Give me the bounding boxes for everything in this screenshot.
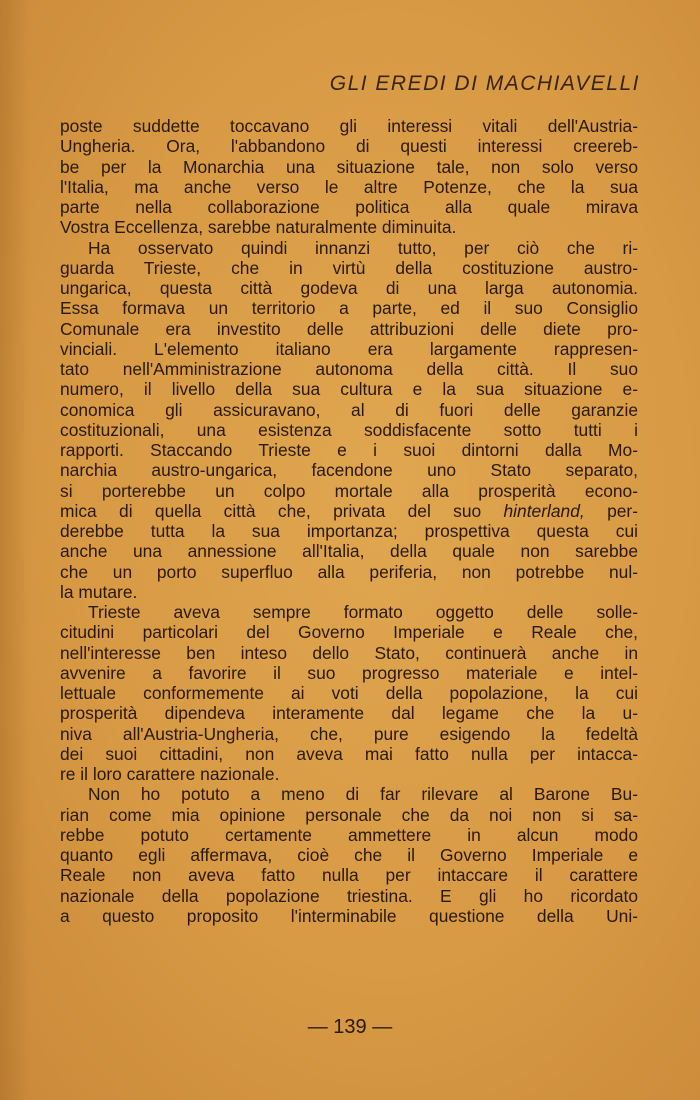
text-line: niva all'Austria-Ungheria, che, pure esigendo la fedeltà <box>60 723 638 744</box>
text-line: guarda Trieste, che in virtù della costituzione austro- <box>60 257 638 278</box>
page-edge-shadow <box>0 0 30 1100</box>
text-line: tato nell'Amministrazione autonoma della città. Il suo <box>60 359 638 379</box>
text-line: prosperità dipendeva interamente dal legame che la u- <box>60 703 638 724</box>
text-line: Non ho potuto a meno di far rilevare al Barone Bu- <box>88 784 638 805</box>
body-text <box>60 116 638 926</box>
text-line: l'Italia, ma anche verso le altre Potenze, che la sua <box>60 176 638 197</box>
text-line: dei suoi cittadini, non aveva mai fatto nulla per intacca- <box>60 743 638 764</box>
text-line: nazionale della popolazione triestina. E gli ho ricordato <box>60 885 638 906</box>
text-line: che un porto superfluo alla periferia, non potrebbe nul- <box>60 561 638 582</box>
text-line: Comunale era investito delle attribuzioni delle diete pro- <box>60 318 638 339</box>
text-line: rapporti. Staccando Trieste e i suoi dintorni dalla Mo- <box>60 440 638 460</box>
text-line: derebbe tutta la sua importanza; prospettiva questa cui <box>60 521 638 541</box>
text-line: nell'interesse ben inteso dello Stato, continuerà anche in <box>60 642 638 663</box>
text-line: a questo proposito l'interminabile questione della Uni- <box>60 905 638 926</box>
text-line: rian come mia opinione personale che da noi non si sa- <box>60 804 638 825</box>
text-line: parte nella collaborazione politica alla quale mirava <box>60 197 638 217</box>
text-line: be per la Monarchia una situazione tale, non solo verso <box>60 156 638 177</box>
text-segment: per- <box>584 500 638 521</box>
running-title: GLI EREDI DI MACHIAVELLI <box>329 72 640 95</box>
text-line: vinciali. L'elemento italiano era largamente rappresen- <box>60 338 638 359</box>
text-line: narchia austro-ungarica, facendone uno Stato separato, <box>60 460 638 481</box>
text-line: re il loro carattere nazionale. <box>60 764 280 784</box>
text-line: costituzionali, una esistenza soddisfacente sotto tutti i <box>60 419 638 440</box>
text-line: Ha osservato quindi innanzi tutto, per ciò che ri- <box>88 237 638 258</box>
text-line: Ungheria. Ora, l'abbandono di questi interessi creereb- <box>60 136 638 157</box>
text-line: rebbe potuto certamente ammettere in alcun modo <box>60 824 638 845</box>
text-line: poste suddette toccavano gli interessi vitali dell'Austria- <box>60 116 638 136</box>
text-line-mixed <box>60 501 638 521</box>
italic-term: hinterland, <box>503 500 585 521</box>
text-line: anche una annessione all'Italia, della quale non sarebbe <box>60 541 638 562</box>
text-line: ungarica, questa città godeva di una larga autonomia. <box>60 278 638 298</box>
text-line: si porterebbe un colpo mortale alla prosperità econo- <box>60 480 638 501</box>
text-line: Vostra Eccellenza, sarebbe naturalmente diminuita. <box>60 217 457 238</box>
text-line: Essa formava un territorio a parte, ed il suo Consiglio <box>60 298 638 319</box>
text-line: la mutare. <box>60 581 138 602</box>
text-line: Reale non aveva fatto nulla per intaccare il carattere <box>60 865 638 886</box>
text-line: numero, il livello della sua cultura e la sua situazione e- <box>60 379 638 400</box>
text-line: lettuale conformemente ai voti della popolazione, la cui <box>60 683 638 703</box>
text-line: quanto egli affermava, cioè che il Governo Imperiale e <box>60 845 638 865</box>
text-line: avvenire a favorire il suo progresso materiale e intel- <box>60 662 638 683</box>
text-line: citudini particolari del Governo Imperiale e Reale che, <box>60 622 638 643</box>
text-line: Trieste aveva sempre formato oggetto delle solle- <box>88 602 638 622</box>
text-segment: mica di quella città che, privata del suo <box>60 500 504 521</box>
page-number: — 139 — <box>307 1016 393 1038</box>
text-line: conomica gli assicuravano, al di fuori delle garanzie <box>60 399 638 420</box>
